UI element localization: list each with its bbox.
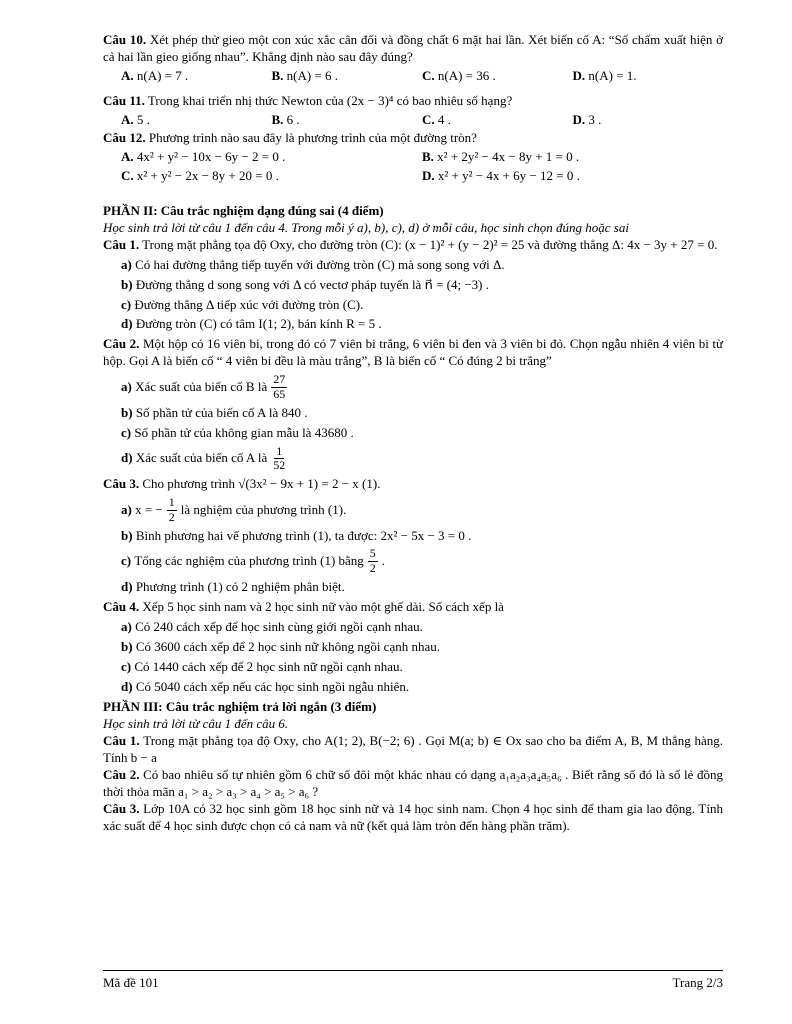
q10-option-b: B. n(A) = 6 . xyxy=(271,67,339,83)
p2q1-a: a) Có hai đường thẳng tiếp tuyến với đường tròn (C) mà song song với Δ. xyxy=(121,256,505,272)
fraction: $\frac{27}{65}$ xyxy=(273,372,286,401)
question-11: Câu 11. Trong khai triển nhị thức Newton của (2x − 3)⁴ có bao nhiêu số hạng? xyxy=(103,92,513,108)
fraction: $\frac{5}{2}$ xyxy=(369,546,376,576)
p2q4-c: c) Có 1440 cách xếp để 2 học sinh nữ ngồi cạnh nhau. xyxy=(121,658,403,674)
q12-option-a: A. 4x² + y² − 10x − 6y − 2 = 0 . xyxy=(121,149,286,165)
q12-options-row1 xyxy=(121,149,723,166)
fraction: $\frac{1}{2}$ xyxy=(168,495,175,524)
question-10: Câu 10. Xét phép thử gieo một con xúc xắc cân đối và đồng chất 6 mặt hai lần. Xét biến cố A: “Số chấm xuất hiện ở cả hai lần gieo giống nhau”. Khẳng định nào sau đây đúng? xyxy=(103,32,724,64)
p2q3-b: b) Bình phương hai vế phương trình (1), ta được: 2x² − 5x − 3 = 0 . xyxy=(121,527,472,543)
q10-option-c: C. n(A) = 36 . xyxy=(422,67,496,83)
q11-option-c: C. 4 . xyxy=(422,111,451,127)
part3-question-2: Câu 2. Có bao nhiêu số tự nhiên gồm 6 chữ số đôi một khác nhau có dạng a₁a₂a₃a₄a₅a₆ . Biết rằng số đó là số lẻ đồng thời thỏa mãn a₁ > a₂ > a₃ > a₄ > a₅ > a₆ ? xyxy=(103,766,723,799)
part3-instruction: Học sinh trả lời từ câu 1 đến câu 6. xyxy=(103,716,289,732)
q11-option-d: D. 3 . xyxy=(572,111,602,127)
p2q1-c: c) Đường thẳng Δ tiếp xúc với đường tròn (C). xyxy=(121,296,364,312)
p2q4-d: d) Có 5040 cách xếp nếu các học sinh ngồi ngẫu nhiên. xyxy=(121,678,410,694)
p2q1-d: d) Đường tròn (C) có tâm I(1; 2), bán kính R = 5 . xyxy=(121,316,382,332)
part2-question-2: Câu 2. Một hộp có 16 viên bi, trong đó có 7 viên bi trắng, 6 viên bi đen và 3 viên bi đỏ. Chọn ngẫu nhiên 4 viên bi từ hộp. Gọi A là biến cố “ 4 viên bi đều là màu trắng”, B là biến cố “ Có đúng 2 bi trắng” xyxy=(103,336,724,369)
page-number: Trang 2/3 xyxy=(672,975,723,990)
p2q2-b: b) Số phần tử của biến cố A là 840 . xyxy=(121,404,308,420)
exam-page xyxy=(103,32,723,835)
exam-code: Mã đề 101 xyxy=(103,975,159,990)
q12-option-c: C. x² + y² − 2x − 8y + 20 = 0 . xyxy=(121,168,279,184)
q12-options-row2 xyxy=(121,168,723,185)
part2-question-4: Câu 4. Xếp 5 học sinh nam và 2 học sinh nữ vào một ghế dài. Số cách xếp là xyxy=(103,598,504,614)
p2q4-a: a) Có 240 cách xếp để học sinh cùng giới ngồi cạnh nhau. xyxy=(121,618,423,634)
p2q2-d: d) Xác suất của biến cố A là $\frac{1}{52}$ xyxy=(121,443,286,473)
part2-instruction: Học sinh trả lời từ câu 1 đến câu 4. Trong mỗi ý a), b), c), d) ở mỗi câu, học sinh chọn đúng hoặc sai xyxy=(103,220,629,236)
q11-options xyxy=(121,112,723,129)
p2q2-a: a) Xác suất của biến cố B là $\frac{27}{65}$ xyxy=(121,372,286,401)
q12-option-b: B. x² + 2y² − 4x − 8y + 1 = 0 . xyxy=(422,149,580,165)
q10-options xyxy=(121,68,723,85)
q10-option-a: A. n(A) = 7 . xyxy=(121,67,189,83)
q10-option-d: D. n(A) = 1. xyxy=(572,67,637,83)
p2q1-b: b) Đường thẳng d song song với Δ có vectơ pháp tuyến là n⃗ = (4; −3) . xyxy=(121,276,490,292)
q12-option-d: D. x² + y² − 4x + 6y − 12 = 0 . xyxy=(422,168,580,184)
part2-question-1: Câu 1. Trong mặt phẳng tọa độ Oxy, cho đường tròn (C): (x − 1)² + (y − 2)² = 25 và đường thẳng Δ: 4x − 3y + 27 = 0. xyxy=(103,236,718,252)
p2q4-b: b) Có 3600 cách xếp để 2 học sinh nữ không ngồi cạnh nhau. xyxy=(121,638,440,654)
part3-question-3: Câu 3. Lớp 10A có 32 học sinh gồm 18 học sinh nữ và 14 học sinh nam. Chọn 4 học sinh để tham gia lao động. Tính xác suất để 4 học sinh được chọn có cả nam và nữ (kết quả làm tròn đến hàng phần trăm). xyxy=(103,800,723,833)
fraction: $\frac{1}{52}$ xyxy=(273,443,286,473)
part2-title: PHẦN II: Câu trắc nghiệm dạng đúng sai (4 điểm) xyxy=(103,203,384,219)
part2-question-3: Câu 3. Cho phương trình √(3x² − 9x + 1) = 2 − x (1). xyxy=(103,476,381,492)
p2q3-d: d) Phương trình (1) có 2 nghiệm phân biệt. xyxy=(121,579,345,595)
question-12: Câu 12. Phương trình nào sau đây là phương trình của một đường tròn? xyxy=(103,130,477,146)
p2q3-a: a) x = − $\frac{1}{2}$ là nghiệm của phương trình (1). xyxy=(121,495,347,524)
page-footer xyxy=(103,970,723,992)
q11-option-b: B. 6 . xyxy=(271,111,300,127)
p2q3-c: c) Tổng các nghiệm của phương trình (1) bằng $\frac{5}{2}$ . xyxy=(121,546,386,576)
q11-option-a: A. 5 . xyxy=(121,111,150,127)
p2q2-c: c) Số phần tử của không gian mẫu là 43680 . xyxy=(121,424,354,440)
part3-title: PHẦN III: Câu trắc nghiệm trả lời ngắn (3 điểm) xyxy=(103,699,377,715)
part3-question-1: Câu 1. Trong mặt phẳng tọa độ Oxy, cho A(1; 2), B(−2; 6) . Gọi M(a; b) ∈ Ox sao cho ba điểm A, B, M thẳng hàng. Tính b − a xyxy=(103,733,724,766)
